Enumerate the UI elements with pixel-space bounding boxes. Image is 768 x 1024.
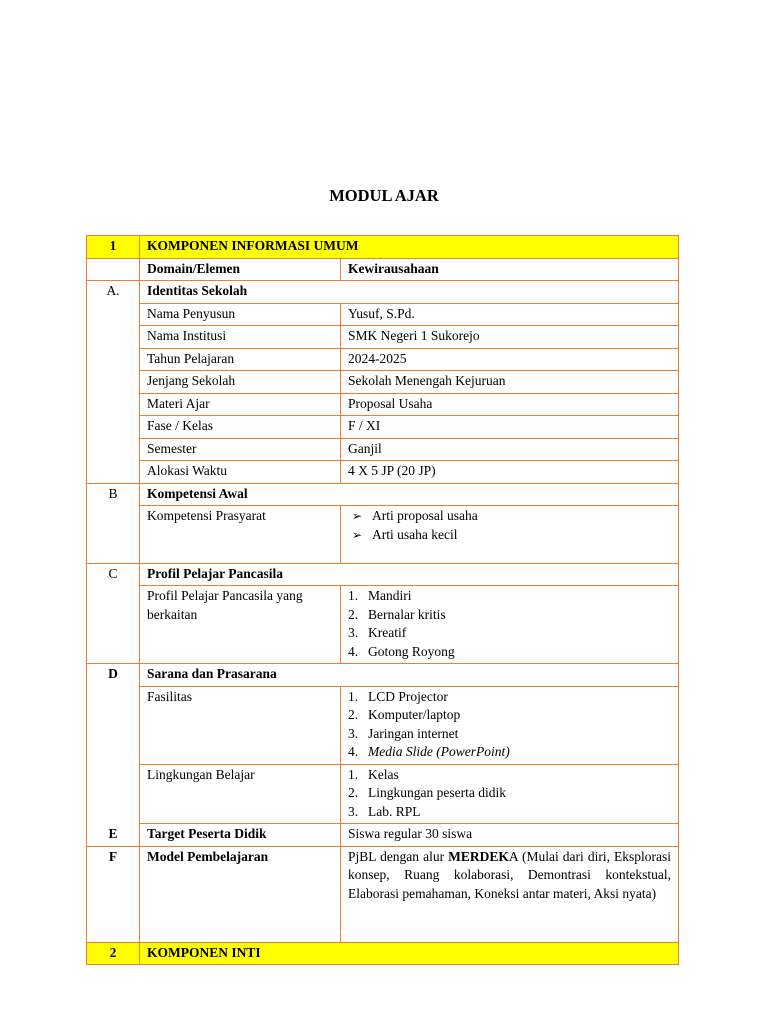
row-label: Alokasi Waktu — [140, 461, 341, 484]
table-row — [87, 438, 679, 461]
section-1-header-row — [87, 236, 679, 259]
row-label: Fase / Kelas — [140, 416, 341, 439]
table-row — [87, 348, 679, 371]
list-item: 4. Gotong Royong — [348, 643, 455, 659]
list-item: ➢ Arti proposal usaha — [352, 507, 671, 526]
list-item: ➢ Arti usaha kecil — [352, 526, 671, 545]
section-number: 2 — [87, 942, 140, 965]
row-letter: F — [87, 846, 140, 942]
lingkungan-row — [87, 764, 679, 824]
row-value: Ganjil — [341, 438, 679, 461]
row-value: 2024-2025 — [341, 348, 679, 371]
list-item: 1. Kelas — [348, 766, 399, 782]
row-value — [341, 506, 679, 564]
profil-row — [87, 586, 679, 664]
table-row — [87, 303, 679, 326]
row-label: Jenjang Sekolah — [140, 371, 341, 394]
row-label: Target Peserta Didik — [140, 824, 341, 847]
row-label: Fasilitas — [140, 686, 341, 764]
fasilitas-list — [348, 688, 671, 762]
list-item: 2. Komputer/laptop — [348, 707, 461, 722]
list-item: 3. Kreatif — [348, 625, 407, 640]
lingkungan-list — [348, 766, 671, 822]
page-title: MODUL AJAR — [329, 186, 439, 205]
list-item: 4. Media Slide (PowerPoint) — [348, 744, 510, 759]
row-value: 4 X 5 JP (20 JP) — [341, 461, 679, 484]
section-heading: KOMPONEN INFORMASI UMUM — [140, 236, 679, 259]
row-label: Lingkungan Belajar — [140, 764, 341, 824]
list-item: 2. Lingkungan peserta didik — [348, 785, 506, 800]
sarana-heading-row — [87, 664, 679, 687]
row-value — [341, 686, 679, 764]
row-letter: D — [87, 664, 140, 687]
table-row — [87, 393, 679, 416]
table-row — [87, 461, 679, 484]
model-emphasis: MERDEK — [448, 848, 509, 864]
module-table — [86, 235, 679, 965]
row-label: Nama Penyusun — [140, 303, 341, 326]
list-item: 3. Lab. RPL — [348, 803, 421, 819]
row-value: Yusuf, S.Pd. — [341, 303, 679, 326]
row-heading: Sarana dan Prasarana — [140, 664, 679, 687]
row-label: Tahun Pelajaran — [140, 348, 341, 371]
arrow-bullet-icon: ➢ — [352, 527, 363, 542]
row-value: Proposal Usaha — [341, 393, 679, 416]
row-label: Semester — [140, 438, 341, 461]
row-label: Model Pembelajaran — [140, 846, 341, 942]
row-value: F / XI — [341, 416, 679, 439]
section-heading: KOMPONEN INTI — [140, 942, 679, 965]
row-value: PjBL dengan alur MERDEKA (Mulai dari diri, Eksplorasi konsep, Ruang kolaborasi, Demontrasi kontekstual, Elaborasi pemahaman, Koneksi antar materi, Aksi nyata) — [341, 846, 679, 942]
arrow-bullet-icon: ➢ — [352, 509, 363, 523]
profil-list — [348, 587, 671, 661]
model-row — [87, 846, 679, 942]
prerequisite-list — [348, 507, 671, 544]
row-letter: A. — [87, 281, 140, 304]
row-heading: Profil Pelajar Pancasila — [140, 563, 679, 586]
domain-value: Kewirausahaan — [341, 258, 679, 281]
row-letter: B — [87, 483, 140, 506]
target-row — [87, 824, 679, 847]
row-value: Siswa regular 30 siswa — [341, 824, 679, 847]
section-number: 1 — [87, 236, 140, 259]
row-letter: C — [87, 563, 140, 586]
row-value: SMK Negeri 1 Sukorejo — [341, 326, 679, 349]
profil-heading-row — [87, 563, 679, 586]
domain-label: Domain/Elemen — [140, 258, 341, 281]
row-letter: E — [87, 824, 140, 847]
row-value: Sekolah Menengah Kejuruan — [341, 371, 679, 394]
section-2-header-row — [87, 942, 679, 965]
list-item: 2. Bernalar kritis — [348, 606, 446, 622]
table-row — [87, 416, 679, 439]
list-item: 1. Mandiri — [348, 588, 412, 603]
table-row — [87, 326, 679, 349]
kompetensi-row — [87, 506, 679, 564]
row-label: Nama Institusi — [140, 326, 341, 349]
row-label: Materi Ajar — [140, 393, 341, 416]
list-item: 3. Jaringan internet — [348, 725, 459, 741]
table-row — [87, 371, 679, 394]
identitas-heading-row — [87, 281, 679, 304]
list-item: 1. LCD Projector — [348, 688, 448, 704]
domain-row — [87, 258, 679, 281]
row-label: Profil Pelajar Pancasila yang berkaitan — [140, 586, 341, 664]
fasilitas-row — [87, 686, 679, 764]
row-value — [341, 764, 679, 824]
row-value — [341, 586, 679, 664]
kompetensi-heading-row — [87, 483, 679, 506]
row-heading: Kompetensi Awal — [140, 483, 679, 506]
row-heading: Identitas Sekolah — [140, 281, 679, 304]
row-label: Kompetensi Prasyarat — [140, 506, 341, 564]
